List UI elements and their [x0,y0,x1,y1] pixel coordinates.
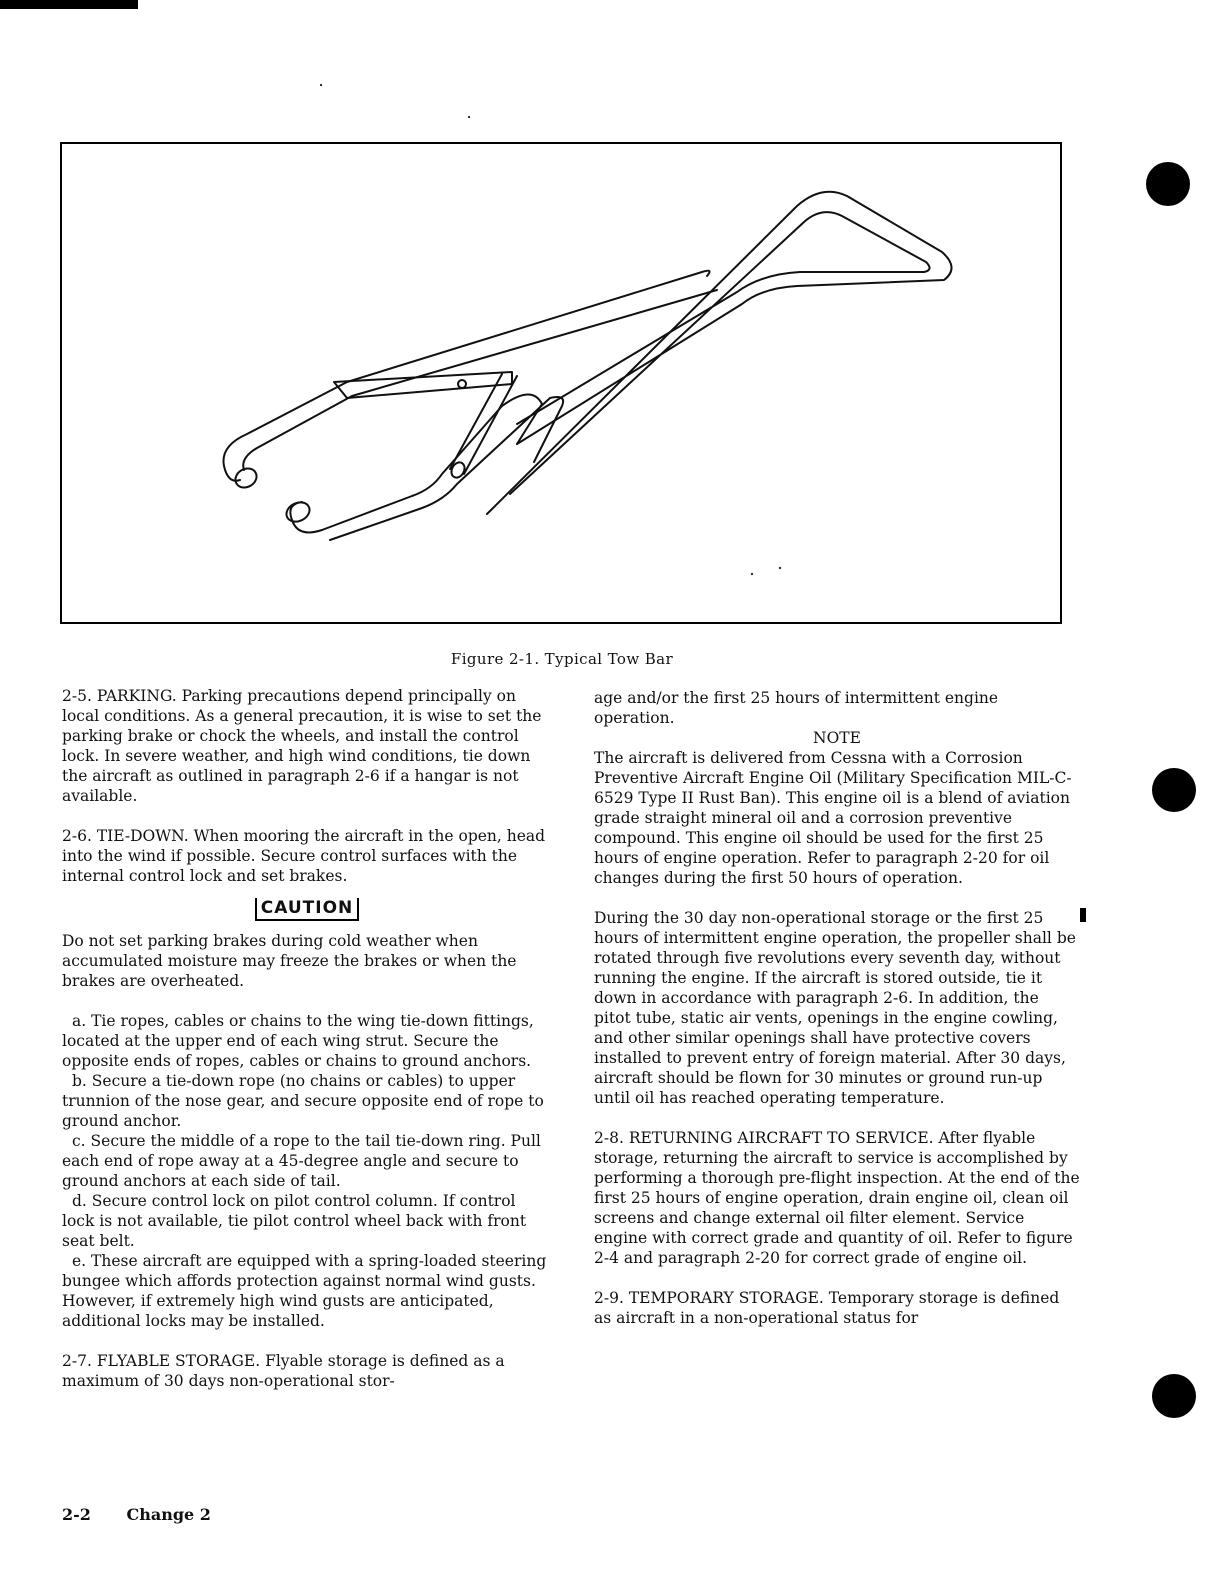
diagonal-strut-inner [464,376,517,474]
crossbar-bolt [458,380,466,388]
page-footer [62,1505,241,1524]
binder-hole-top [1146,162,1190,206]
tow-bar-illustration [62,144,1060,622]
paragraph-storage-procedure: During the 30 day non-operational storage or the first 25 hours of intermittent engine operation, the propeller shall be rotated through five revolutions every seventh day, without running the engine. If the aircraft is stored outside, tie it down in accordance with paragraph 2-6. In addition, the pitot tube, static air vents, openings in the engine cowling, and other similar openings shall have protective covers installed to prevent entry of foreign material. After 30 days, aircraft should be flown for 30 minutes or ground run-up until oil has reached operating temperature. [594,909,1076,1107]
top-edge-bar [0,0,138,9]
list-item: a. Tie ropes, cables or chains to the wing tie-down fittings, located at the upper end of each wing strut. Secure the opposite ends of ropes, cables or chains to ground anchors. [62,1012,534,1070]
left-column [62,686,552,1391]
paragraph-flyable-continued: age and/or the first 25 hours of intermittent engine operation. [594,689,999,727]
handle-loop-outer [487,192,952,514]
paragraph-parking: 2-5. PARKING. Parking precautions depend principally on local conditions. As a general precaution, it is wise to set the parking brake or chock the wheels, and install the control lock. In severe weather, and high wind conditions, tie down the aircraft as outlined in paragraph 2-6 if a hangar is not available. [62,687,542,805]
fork-socket-left [232,465,260,492]
paragraph-returning-to-service: 2-8. RETURNING AIRCRAFT TO SERVICE. After flyable storage, returning the aircraft to service is accomplished by performing a thorough pre-flight inspection. At the end of the first 25 hours of engine operation, drain engine oil, clean oil screens and change external oil filter element. Service engine with correct grade and quantity of oil. Refer to figure 2-4 and paragraph 2-20 for correct grade of engine oil. [594,1129,1080,1267]
list-item: b. Secure a tie-down rope (no chains or cables) to upper trunnion of the nose gear, and secure opposite end of rope to ground anchor. [62,1072,544,1130]
handle-loop-inner [510,212,930,494]
paragraph-tie-down: 2-6. TIE-DOWN. When mooring the aircraft in the open, head into the wind if possible. Secure control surfaces with the internal control lock and set brakes. [62,827,546,885]
list-item: c. Secure the middle of a rope to the tail tie-down ring. Pull each end of rope away at a 45-degree angle and secure to ground anchors at each side of tail. [62,1132,541,1190]
caution-text: Do not set parking brakes during cold weather when accumulated moisture may freeze the brakes or when the brakes are overheated. [62,932,517,990]
figure-caption: Figure 2-1. Typical Tow Bar [450,650,674,668]
caution-label: CAUTION [255,898,360,921]
right-column [594,688,1080,1328]
change-bar [1080,908,1086,922]
change-number: Change 2 [126,1505,211,1524]
list-item: d. Secure control lock on pilot control column. If control lock is not available, tie pilot control wheel back with front seat belt. [62,1192,527,1250]
binder-hole-bottom [1152,1374,1196,1418]
fork-socket-bottom [283,499,312,525]
caution-box [62,898,552,921]
figure-frame [60,142,1062,624]
page-number: 2-2 [62,1505,91,1524]
note-text: The aircraft is delivered from Cessna with a Corrosion Preventive Aircraft Engine Oil (Military Specification MIL-C-6529 Type II Rust Ban). This engine oil is a blend of aviation grade straight mineral oil and a corrosion preventive compound. This engine oil should be used for the first 25 hours of engine operation. Refer to paragraph 2-20 for oil changes during the first 50 hours of operation. [594,749,1072,887]
paragraph-temporary-storage: 2-9. TEMPORARY STORAGE. Temporary storage is defined as aircraft in a non-operational status for [594,1289,1060,1327]
note-label: NOTE [813,729,861,747]
list-item: e. These aircraft are equipped with a spring-loaded steering bungee which affords protection against normal wind gusts. However, if extremely high wind gusts are anticipated, additional locks may be installed. [62,1252,547,1330]
binder-hole-middle [1152,768,1196,812]
speck [468,116,470,118]
lower-shaft-outer [322,394,542,530]
speck [320,84,322,86]
paragraph-flyable-storage: 2-7. FLYABLE STORAGE. Flyable storage is defined as a maximum of 30 days non-operational stor- [62,1352,505,1390]
